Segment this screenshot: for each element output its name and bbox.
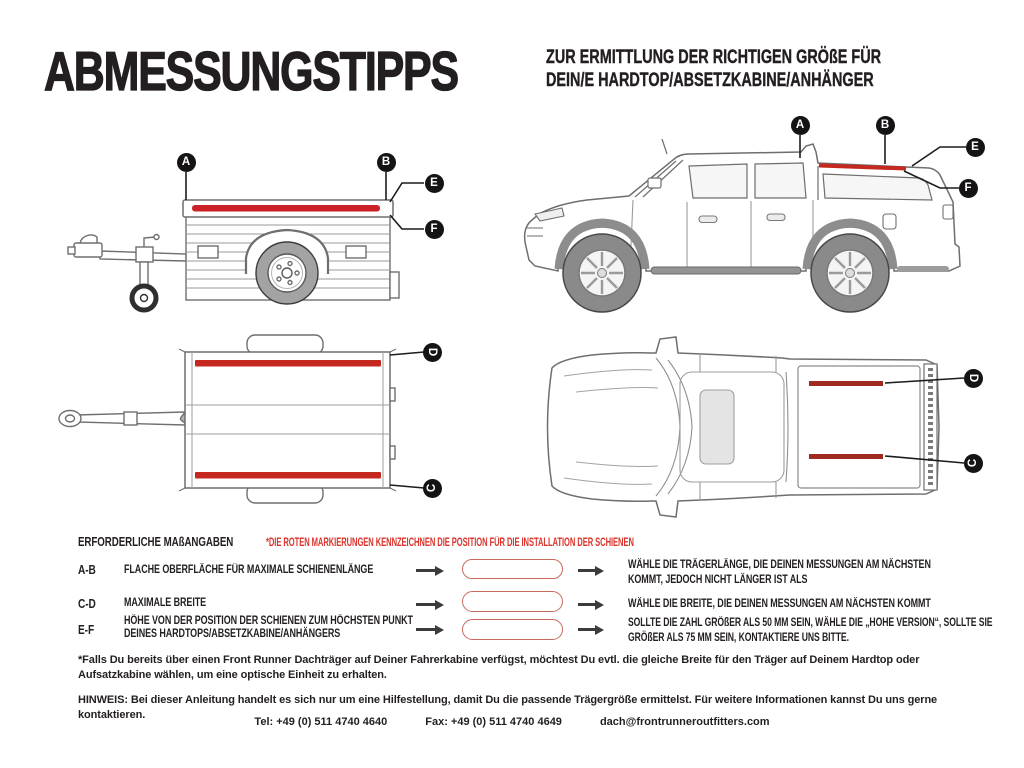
measure-row-id-ef: E-F bbox=[78, 621, 95, 637]
label-badge-b-truck-side: B bbox=[876, 116, 895, 135]
truck-top-body bbox=[548, 337, 940, 517]
page-subtitle bbox=[546, 46, 999, 92]
label-badge-d-truck-top: D bbox=[964, 369, 983, 388]
footer-tel: Tel: +49 (0) 511 4740 4640 bbox=[254, 716, 388, 728]
rail-marker-red-bottom bbox=[809, 454, 883, 459]
rail-marker-red-top bbox=[809, 381, 883, 386]
arrow-right-icon bbox=[578, 624, 604, 635]
contact-footer bbox=[0, 716, 1024, 728]
trailer-top-view-drawing bbox=[40, 330, 480, 525]
subtitle-line-1: ZUR ERMITTLUNG DER RICHTIGEN GRÖßE FÜR bbox=[546, 46, 882, 68]
fuel-door bbox=[883, 214, 896, 229]
label-badge-c-trailer-top: C bbox=[423, 479, 442, 498]
measure-row-desc-ef: HÖHE VON DER POSITION DER SCHIENEN ZUM HÖCHSTEN PUNKT DEINES HARDTOPS/ABSETZKABINE/ANHÄNGERS bbox=[124, 614, 413, 640]
measure-row-instruction-ef: SOLLTE DIE ZAHL GRÖßER ALS 50 MM SEIN, WÄHLE DIE „HOHE VERSION“, SOLLTE SIE GRÖßER ALS 75 MM SEIN, KONTAKTIERE UNS BITTE. bbox=[628, 617, 993, 644]
measure-row-id-cd: C-D bbox=[78, 595, 96, 611]
arrow-right-icon bbox=[416, 624, 444, 635]
label-badge-e-truck-side: E bbox=[966, 138, 985, 157]
label-badge-d-trailer-top: D bbox=[423, 343, 442, 362]
trailer-body bbox=[185, 352, 390, 488]
measurement-input-c-d[interactable] bbox=[462, 591, 563, 612]
section-heading: ERFORDERLICHE MAßANGABEN bbox=[78, 535, 234, 549]
label-badge-c-truck-top: C bbox=[964, 454, 983, 473]
red-marking-note: *DIE ROTEN MARKIERUNGEN KENNZEICHNEN DIE POSITION FÜR DIE INSTALLATION DER SCHIENEN bbox=[266, 536, 634, 549]
measure-row-desc-cd: MAXIMALE BREITE bbox=[124, 597, 207, 609]
label-badge-e-trailer-side: E bbox=[425, 174, 444, 193]
measure-row-id-ab: A-B bbox=[78, 562, 96, 577]
page-title: ABMESSUNGSTIPPS bbox=[44, 40, 458, 102]
label-badge-b-trailer-side: B bbox=[377, 153, 396, 172]
subtitle-line-2: DEIN/E HARDTOP/ABSETZKABINE/ANHÄNGER bbox=[546, 69, 874, 91]
trailer-hitch-coupler bbox=[74, 243, 102, 257]
truck-top-view-drawing bbox=[530, 332, 1010, 522]
footer-email: dach@frontrunneroutfitters.com bbox=[599, 716, 770, 728]
arrow-right-icon bbox=[578, 599, 604, 610]
label-badge-a-truck-side: A bbox=[791, 116, 810, 135]
measure-row-desc-ab: FLACHE OBERFLÄCHE FÜR MAXIMALE SCHIENENLÄNGE bbox=[124, 564, 374, 576]
side-mirror bbox=[648, 178, 661, 188]
rail-marker-red-bottom bbox=[195, 472, 381, 479]
width-footnote: *Falls Du bereits über einen Front Runner Dachträger auf Deiner Fahrerkabine verfügst, möchtest Du evtl. die gleiche Breite für den Träger auf Deinem Hardtop oder Aufsatzkabine wählen, um eine optische Einheit zu erhalten. bbox=[78, 654, 920, 681]
arrow-right-icon bbox=[416, 565, 444, 576]
trailer-side-view-drawing bbox=[40, 130, 480, 330]
callout-lines bbox=[390, 352, 424, 488]
measurement-input-a-b[interactable] bbox=[462, 559, 563, 579]
sunroof bbox=[700, 390, 734, 464]
label-badge-f-truck-side: F bbox=[959, 179, 978, 198]
measure-row-instruction-cd: WÄHLE DIE BREITE, DIE DEINEN MESSUNGEN AM NÄCHSTEN KOMMT bbox=[628, 598, 931, 610]
measure-row-instruction-ab: WÄHLE DIE TRÄGERLÄNGE, DIE DEINEN MESSUNGEN AM NÄCHSTEN KOMMT, JEDOCH NICHT LÄNGER IST ALS bbox=[628, 559, 931, 586]
hint-note: HINWEIS: Bei dieser Anleitung handelt es sich nur um eine Hilfestellung, damit Du die passende Trägergröße ermittelst. Für weitere Informationen kannst Du uns gerne kontaktieren. bbox=[78, 694, 938, 721]
truck-side-view-drawing bbox=[515, 108, 1015, 323]
label-badge-a-trailer-side: A bbox=[177, 153, 196, 172]
tail-lamp bbox=[943, 205, 953, 219]
rail-marker-red bbox=[192, 205, 380, 212]
footer-fax: Fax: +49 (0) 511 4740 4649 bbox=[425, 716, 562, 728]
antenna bbox=[662, 139, 667, 154]
measurement-input-e-f[interactable] bbox=[462, 619, 563, 640]
arrow-right-icon bbox=[416, 599, 444, 610]
front-door-window bbox=[689, 164, 747, 198]
rail-marker-red-top bbox=[195, 360, 381, 367]
trailer-fender-top bbox=[247, 335, 323, 354]
rear-door-window bbox=[755, 163, 806, 198]
label-badge-f-trailer-side: F bbox=[425, 220, 444, 239]
arrow-right-icon bbox=[578, 565, 604, 576]
canopy-window bbox=[823, 174, 932, 200]
running-board bbox=[651, 267, 801, 274]
trailer-hitch bbox=[59, 411, 81, 427]
